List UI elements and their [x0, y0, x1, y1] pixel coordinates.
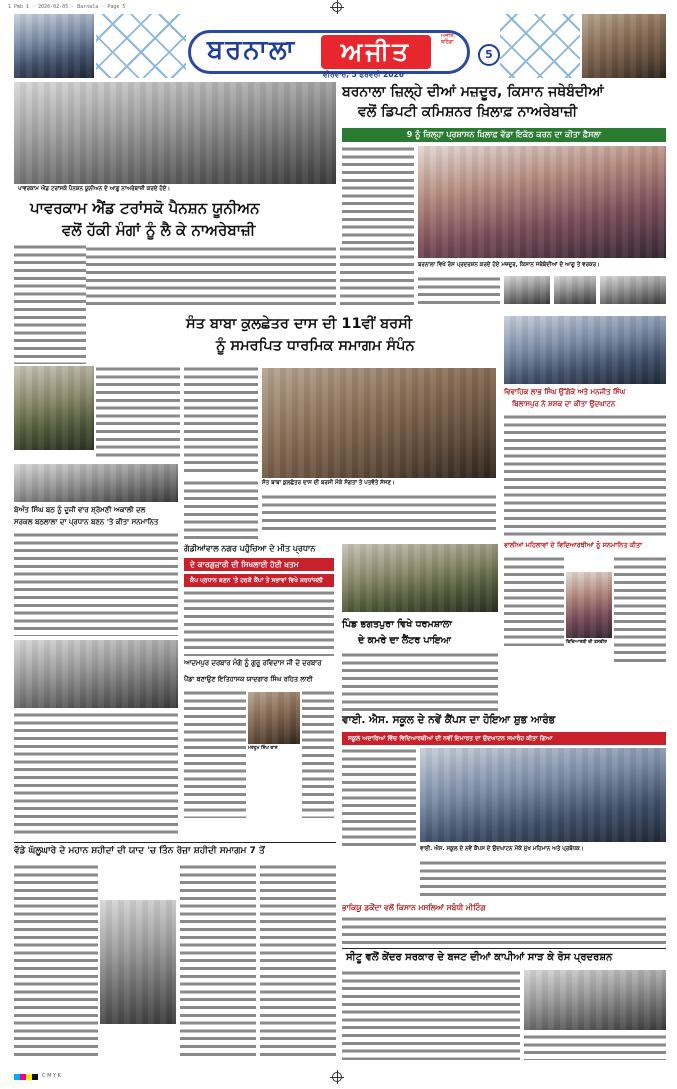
akali-headline: ਬੇਅੰਤ ਸਿੰਘ ਬਠ ਨੂੰ ਦੂਜੀ ਵਾਰ ਸ਼੍ਰੋਮਣੀ ਅਕਾਲੀ ਦਲ [14, 506, 146, 514]
bhattupura-body-text [342, 652, 498, 712]
women-body-text [504, 556, 564, 646]
lead-portrait-1 [504, 276, 550, 304]
student-caption: ਵਿਦਿਆਰਥੀ ਦੀ ਤਸਵੀਰ [566, 640, 607, 645]
lead-subhead: 9 ਨੂੰ ਜ਼ਿਲ੍ਹਾ ਪ੍ਰਸ਼ਾਸਨ ਖ਼ਿਲਾਫ਼ ਵੱਡਾ ਇਕੱਠ ਕਰਨ ਦਾ ਕੀਤਾ ਫ਼ੈਸਲਾ [342, 128, 666, 142]
masthead-photo-gate [14, 14, 94, 78]
women-body-text-2 [614, 556, 666, 666]
portrait-photo [248, 692, 300, 744]
ys-redbar: ਸਕੂਲ ਅਦਾਰਿਆਂ ਵਿੱਚ ਵਿਦਿਆਰਥੀਆਂ ਦੀ ਨਵੀਂ ਇਮਾਰਤ ਦਾ ਉਦਘਾਟਨ ਸਮਾਰੋਹ ਕੀਤਾ ਗਿਆ [342, 732, 666, 745]
martyrs-photo-memorial [100, 900, 176, 1024]
wedding-headline: ਵਿਵਾਹਿਕ ਲਾਭ ਸਿੰਘ ਉੱਗੋਕੇ ਅਤੇ ਮਨਜੀਤ ਸਿੰਘ [504, 388, 626, 396]
portrait-caption: ਮਰਹੂਮ ਸਿੰਘ ਦਾਸ [248, 746, 278, 751]
lead-portrait-2 [554, 276, 596, 304]
cmyk-label: C M Y K [42, 1073, 61, 1079]
sant-body-text [184, 366, 258, 476]
history-body-text-2 [302, 690, 334, 818]
divider-rule-2 [342, 948, 666, 949]
bharti-body-text [342, 916, 666, 944]
bhattupura-photo [342, 544, 498, 612]
pension-body-col2 [96, 366, 180, 458]
women-headline: ਵਾਲੀਆਂ ਮਹਿਲਾਵਾਂ ਦੇ ਵਿਦਿਆਰਥੀਆਂ ਨੂੰ ਸਨਮਾਨਿਤ ਕੀਤਾ [504, 541, 643, 549]
brand-city: ਬਰਨਾਲਾ [207, 35, 297, 65]
bhattupura-headline-2: ਦੇ ਕਮਰੇ ਦਾ ਲੈਂਟਰ ਪਾਇਆ [358, 635, 451, 646]
ys-body-text [342, 748, 416, 848]
martyrs-body-col1 [14, 864, 98, 1060]
ys-headline: ਵਾਈ. ਐਸ. ਸਕੂਲ ਦੇ ਨਵੇਂ ਕੈਂਪਸ ਦਾ ਹੋਇਆ ਸ਼ੁਭ ਆਰੰਭ [342, 714, 556, 726]
registration-mark-icon [332, 1072, 342, 1082]
bharti-headline: ਭਾਕਿਯੂ ਡਕੌਂਦਾ ਵਲੋਂ ਕਿਸਾਨ ਮਸਲਿਆਂ ਸਬੰਧੀ ਮੀਟਿੰਗ [342, 903, 486, 912]
temple-body-text-2 [184, 590, 334, 656]
wedding-headline-2: ਬਿਲਾਸਪੁਰ ਨੇ ਸ਼ਸ਼ਕ ਦਾ ਕੀਤਾ ਉਦਘਾਟਨ [512, 400, 616, 408]
lead-headline-line2: ਵਲੋਂ ਡਿਪਟੀ ਕਮਿਸ਼ਨਰ ਖ਼ਿਲਾਫ਼ ਨਾਅਰੇਬਾਜ਼ੀ [358, 104, 578, 120]
registration-mark-icon [332, 2, 342, 12]
temple-redbar: ਦੇ ਕਾਰਗੁਜ਼ਾਰੀ ਦੀ ਸਿਖਲਾਈ ਹੋਈ ਖ਼ਤਮ [184, 558, 334, 571]
left-body-text [14, 712, 178, 838]
pension-headline-line1: ਪਾਵਰਕਾਮ ਐਂਡ ਟਰਾਂਸਕੋ ਪੈਨਸ਼ਨ ਯੂਨੀਅਨ [30, 199, 260, 217]
martyrs-headline: ਵੱਡੇ ਘੱਲੂਘਾਰੇ ਦੇ ਮਹਾਨ ਸ਼ਹੀਦਾਂ ਦੀ ਯਾਦ 'ਚ ਤਿੰਨ ਰੋਜ਼ਾ ਸ਼ਹੀਦੀ ਸਮਾਗਮ 7 ਤੋਂ [14, 846, 265, 856]
pension-photo-caption: ਪਾਵਰਕਾਮ ਐਂਡ ਟਰਾਂਸਕੋ ਪੈਨਸ਼ਨ ਯੂਨੀਅਨ ਦੇ ਆਗੂ ਨਾਅਰੇਬਾਜ਼ੀ ਕਰਦੇ ਹੋਏ। [18, 186, 171, 192]
sant-photo-caption: ਸੰਤ ਬਾਬਾ ਕੁਲਛੇਤਰ ਦਾਸ ਦੀ ਬਰਸੀ ਮੌਕੇ ਸੰਗਤਾਂ ਤੇ ਪਤਵੰਤੇ ਸੱਜਣ। [262, 480, 395, 486]
sant-headline-line1: ਸੰਤ ਬਾਬਾ ਕੁਲਛੇਤਰ ਦਾਸ ਦੀ 11ਵੀਂ ਬਰਸੀ [186, 316, 413, 332]
sant-body-text-2 [262, 494, 496, 530]
akali-body-text [14, 532, 178, 636]
martyrs-body-col3 [260, 864, 336, 1060]
temple-headline: ਗੱਡੀਆਂਵਾਲ ਨਗਰ ਪਹੁੰਚਿਆ ਦੇ ਮੀਤ ਪ੍ਰਧਾਨ [184, 544, 316, 553]
ys-photo-caption: ਵਾਈ. ਐਸ. ਸਕੂਲ ਦੇ ਨਵੇਂ ਕੈਂਪਸ ਦੇ ਉਦਘਾਟਨ ਮੌਕੇ ਮੁੱਖ ਮਹਿਮਾਨ ਅਤੇ ਪ੍ਰਬੰਧਕ। [420, 846, 584, 852]
print-footer [0, 1068, 677, 1089]
pension-headline-line2: ਵਲੋਂ ਹੱਕੀ ਮੰਗਾਂ ਨੂੰ ਲੈ ਕੇ ਨਾਅਰੇਬਾਜ਼ੀ [62, 221, 256, 239]
lead-photo-women [418, 146, 666, 258]
ys-photo [420, 748, 666, 842]
lead-body-text-2 [418, 276, 500, 304]
temple-body-text [184, 480, 258, 540]
black-swatch [32, 1074, 38, 1080]
temple-redbar-2: ਕੈਪ ਪ੍ਰਧਾਨ ਬਣਨ 'ਤੇ ਹਰਕੋ ਕੈਂਪਾਂ ਤੇ ਸਭਾਵਾਂ ਵਿਖੇ ਸ਼ਰਧਾਂਜਲੀ [184, 574, 334, 587]
guru-headline: ਆਦਮਪੁਰ ਦਰਬਾਰ ਮੰਗੇ ਨੂੰ ਗੁਰੂ ਰਵਿਦਾਸ ਜੀ ਦੇ ਦਰਬਾਰ [184, 659, 322, 667]
pension-photo-small [14, 366, 94, 450]
masthead-pattern-right [500, 14, 580, 78]
akali-group-photo [14, 640, 178, 708]
martyrs-body-col2 [180, 864, 256, 1060]
history-body-text [184, 690, 246, 818]
budget-body-text [342, 970, 520, 1060]
brand-paper: ਅਜੀਤ [321, 35, 431, 69]
page-number: 5 [478, 44, 500, 66]
masthead-logo [188, 30, 470, 79]
pension-body-col5 [340, 246, 414, 306]
lead-photo-protest-left [14, 82, 336, 184]
wedding-body-text [504, 414, 666, 538]
ys-body-text-2 [420, 860, 666, 900]
budget-photo [524, 970, 666, 1030]
pension-body-col1 [14, 244, 86, 364]
akali-headline-2: ਸਰਕਲ ਬਠਲਾਲਾ ਦਾ ਪ੍ਰਧਾਨ ਬਣਨ 'ਤੇ ਕੀਤਾ ਸਨਮਾਨਿਤ [14, 518, 159, 526]
sant-headline-line2: ਨੂੰ ਸਮਰਪਿਤ ਧਾਰਮਿਕ ਸਮਾਗਮ ਸੰਪੰਨ [216, 338, 415, 354]
issue-date: ਵੀਰਵਾਰ, 5 ਫਰਵਰੀ 2026 [323, 70, 405, 79]
budget-headline: ਸੀਟੂ ਵਲੋਂ ਕੇਂਦਰ ਸਰਕਾਰ ਦੇ ਬਜਟ ਦੀਆਂ ਕਾਪੀਆਂ ਸਾੜ ਕੇ ਰੋਸ ਪ੍ਰਦਰਸ਼ਨ [346, 952, 613, 963]
masthead-pattern-left [96, 14, 186, 78]
sant-photo-sangat [262, 368, 496, 478]
bhattupura-headline: ਪਿੰਡ ਭਗਤਪੁਰਾ ਵਿਖੇ ਧਰਮਸ਼ਾਲਾ [342, 619, 452, 630]
masthead-photo-tower [582, 14, 666, 78]
history-headline: ਪੈਂਡਾ ਬਣਾਉਣ ਇਤਿਹਾਸਕ ਯਾਦਗਾਰ ਸਿੰਘ ਰਹਿਤ ਲਾਈ [184, 675, 313, 683]
divider-rule [14, 842, 336, 843]
print-info-strip: 1 Pmb 1 · 2026-02-05 · Barnala · Page 5 [8, 4, 126, 10]
student-photo [566, 572, 612, 638]
akali-photo [14, 464, 178, 502]
lead-photo-caption: ਬਰਨਾਲਾ ਵਿਖੇ ਰੋਸ ਪ੍ਰਦਰਸ਼ਨ ਕਰਦੇ ਹੋਏ ਮਜ਼ਦੂਰ, ਕਿਸਾਨ ਜਥੇਬੰਦੀਆਂ ਦੇ ਆਗੂ ਤੇ ਵਰਕਰ। [418, 262, 600, 268]
budget-body-text-2 [524, 1034, 666, 1060]
wedding-photo [504, 316, 666, 384]
lead-portrait-3 [600, 276, 666, 304]
brand-tagline: ਅਜੀਤ, ਬਠਿੰਡਾ [441, 33, 455, 45]
lead-headline-line1: ਬਰਨਾਲਾ ਜ਼ਿਲ੍ਹੇ ਦੀਆਂ ਮਜ਼ਦੂਰ, ਕਿਸਾਨ ਜਥੇਬੰਦੀਆਂ [342, 84, 604, 100]
